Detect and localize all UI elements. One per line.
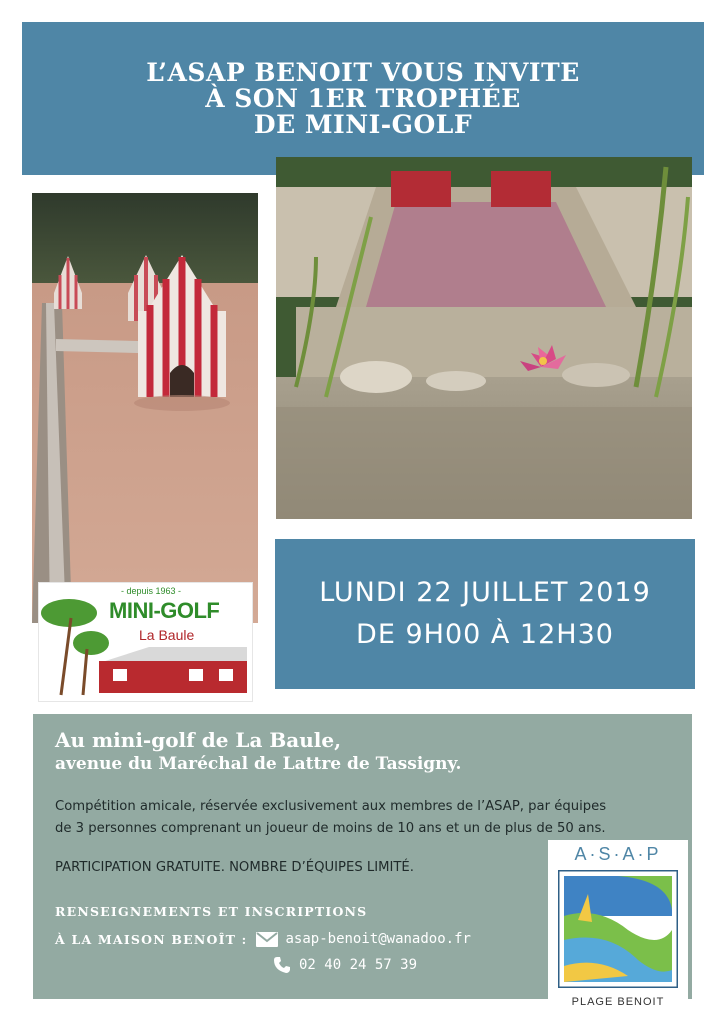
event-time: DE 9H00 À 12H30 — [356, 619, 614, 650]
title-line-1: L’ASAP BENOIT VOUS INVITE — [146, 57, 580, 87]
description-line-1: Compétition amicale, réservée exclusivement aux membres de l’ASAP, par équipes — [55, 799, 607, 814]
venue-line-2: avenue du Maréchal de Lattre de Tassigny. — [55, 754, 462, 774]
contact-email-link[interactable]: asap-benoit@wanadoo.fr — [285, 931, 471, 947]
logo-brand-name: MINI-GOLF — [109, 598, 220, 623]
venue-line-1: Au mini-golf de La Baule, — [55, 728, 342, 752]
water-lily-basin-photo — [276, 157, 692, 519]
water-lily-illustration — [276, 157, 692, 519]
minigolf-course-photo — [32, 193, 258, 623]
contact-email-row — [55, 931, 471, 947]
phone-icon — [273, 956, 291, 974]
asap-logo — [548, 840, 688, 1020]
asap-logo-title: A·S·A·P — [574, 844, 662, 864]
contact-phone-row — [273, 956, 417, 974]
contact-phone-number[interactable]: 02 40 24 57 39 — [299, 957, 418, 973]
description-line-2: de 3 personnes comprenant un joueur de moins de 10 ans et un de plus de 50 ans. — [55, 821, 606, 836]
participation-note: PARTICIPATION GRATUITE. NOMBRE D’ÉQUIPES LIMITÉ. — [55, 860, 414, 875]
contact-title: RENSEIGNEMENTS ET INSCRIPTIONS — [55, 904, 368, 919]
event-date-banner — [275, 539, 695, 689]
title-line-2: À SON 1ER TROPHÉE — [205, 83, 521, 113]
asap-logo-graphic — [558, 870, 678, 988]
minigolf-course-illustration — [32, 193, 258, 623]
title-banner — [22, 22, 704, 175]
logo-place-name: La Baule — [139, 627, 195, 643]
title-line-3: DE MINI-GOLF — [253, 109, 473, 139]
envelope-icon — [256, 932, 278, 947]
asap-logo-subtitle: PLAGE BENOIT — [571, 996, 665, 1008]
logo-since-label: - depuis 1963 - — [121, 586, 182, 596]
event-date: LUNDI 22 JUILLET 2019 — [319, 577, 651, 608]
contact-place: À LA MAISON BENOÎT : — [55, 931, 248, 947]
minigolf-logo — [38, 582, 253, 702]
event-description — [55, 796, 675, 840]
